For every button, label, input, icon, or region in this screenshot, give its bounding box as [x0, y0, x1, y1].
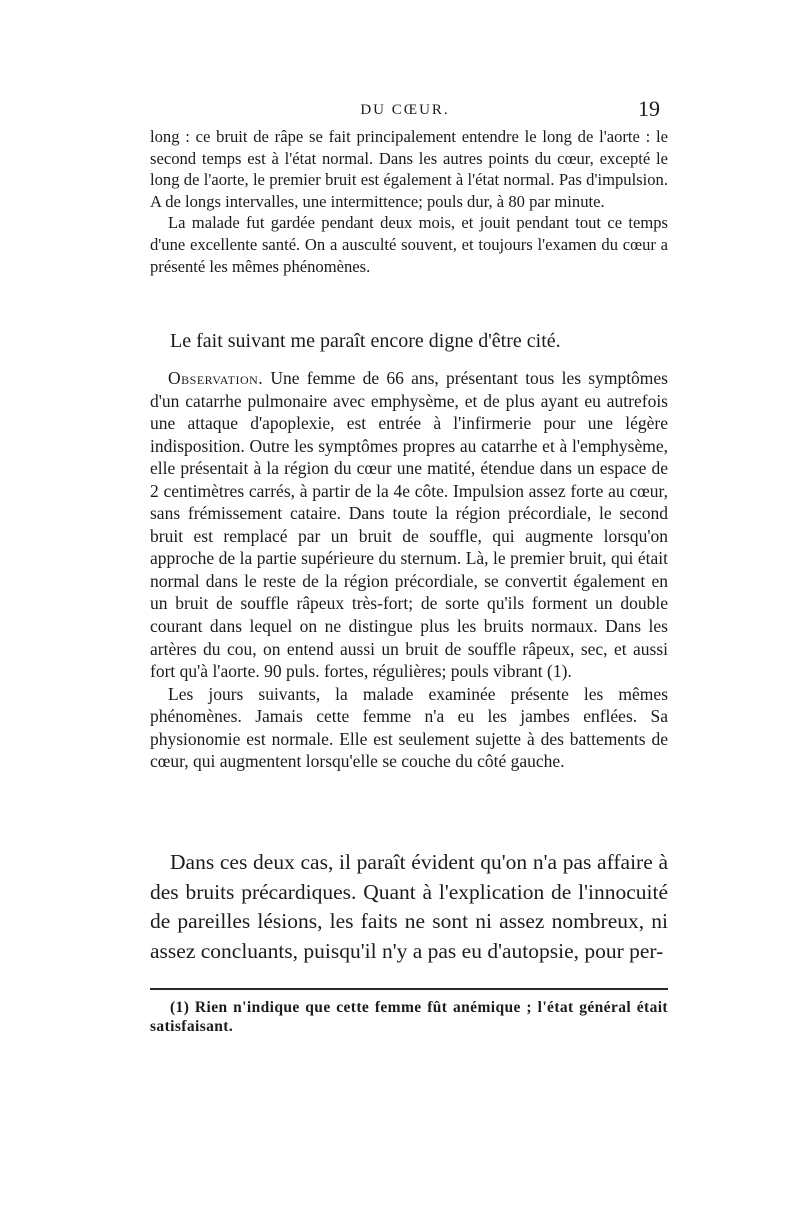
footnote-section — [150, 998, 668, 1036]
footnote-divider — [150, 988, 668, 990]
observation-text: Une femme de 66 ans, présentant tous les symptômes d'un catarrhe pulmonaire avec emphysème, et de plus ayant eu autrefois une attaque d'apoplexie, est entrée à l'infirmerie pour une légère indisposition. Outre les symptômes propres au catarrhe et à l'emphysème, elle présentait à la région du cœur une matité, étendue dans un espace de 2 centimètres carrés, à partir de la 4e côte. Impulsion assez forte au cœur, sans frémissement cataire. Dans toute la région précordiale, le second bruit est remplacé par un bruit de souffle, qui augmente lorsqu'on approche de la partie supérieure du sternum. Là, le premier bruit, qui était normal dans le reste de la région précordiale, se convertit également en un bruit de souffle râpeux très-fort; de sorte qu'ils forment un double courant dans lequel on ne distingue plus les bruits normaux. Dans les artères du cou, on entend aussi un bruit de souffle râpeux, sec, et aussi fort qu'à l'aorte. 90 puls. fortes, régulières; pouls vibrant (1). — [150, 368, 668, 682]
followup-paragraph: Les jours suivants, la malade examinée présente les mêmes phénomènes. Jamais cette femme n'a eu les jambes enflées. Sa physionomie est normale. Elle est seulement sujette à des battements de cœur, qui augmentent lorsqu'elle se couche du côté gauche. — [150, 683, 668, 772]
second-paragraph: La malade fut gardée pendant deux mois, et jouit pendant tout ce temps d'une excellente santé. On a ausculté souvent, et toujours l'examen du cœur a présenté les mêmes phénomènes. — [150, 213, 668, 276]
running-header — [150, 96, 660, 126]
page-number: 19 — [638, 96, 660, 121]
observation-section — [150, 367, 668, 773]
observation-paragraph — [150, 367, 668, 683]
intro-section — [150, 126, 668, 277]
conclusion-paragraph: Dans ces deux cas, il paraît évident qu'on n'a pas affaire à des bruits précardiques. Quant à l'explication de l'innocuité de pareilles lésions, les faits ne sont ni assez nombreux, ni assez concluants, puisqu'il n'y a pas eu d'autopsie, pour per- — [150, 850, 668, 963]
running-title: DU CŒUR. — [360, 102, 450, 118]
transition-line: Le fait suivant me paraît encore digne d'être cité. — [170, 330, 561, 352]
footnote-text: (1) Rien n'indique que cette femme fût anémique ; l'état général était satisfaisant. — [150, 999, 668, 1035]
conclusion-section — [150, 848, 668, 966]
intro-paragraph: long : ce bruit de râpe se fait principalement entendre le long de l'aorte : le second temps est à l'état normal. Dans les autres points du cœur, excepté le long de l'aorte, le premier bruit est également à l'état normal. Pas d'impulsion. A de longs intervalles, une intermittence; pouls dur, à 80 par minute. — [150, 127, 668, 211]
observation-label: Observation. — [168, 368, 264, 388]
